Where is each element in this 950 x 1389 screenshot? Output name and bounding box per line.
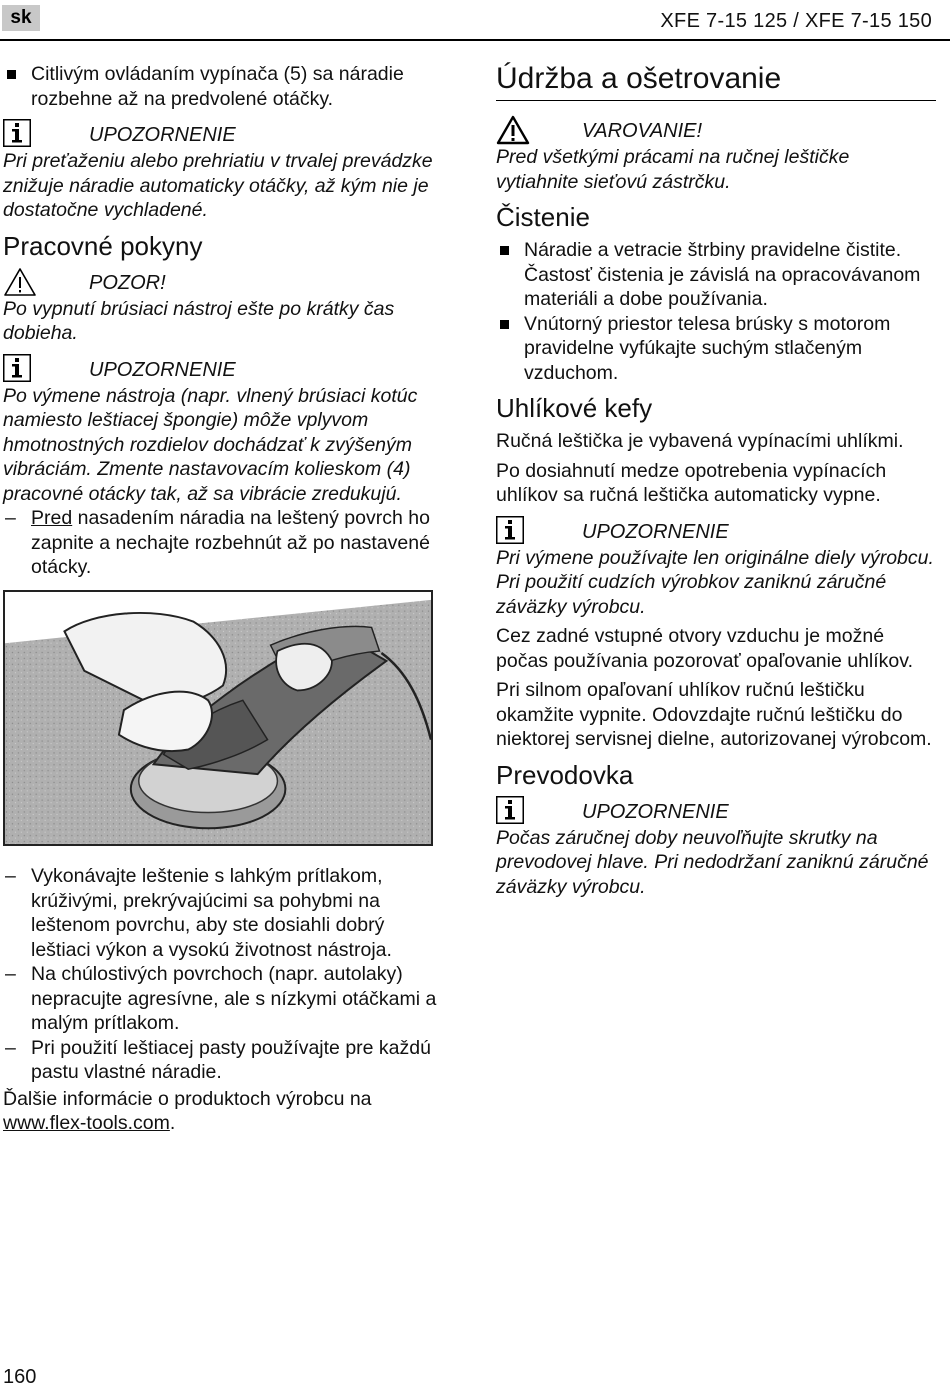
more-info-label: Ďalšie informácie o produktoch výrobcu na (3, 1087, 372, 1110)
info-icon (3, 354, 31, 382)
notice-heading (3, 119, 448, 149)
left-column (3, 62, 448, 1136)
list-item: Vnútorný priestor telesa brúsky s motorom pravidelne vyfúkajte suchým stlačeným vzduchom. (496, 312, 936, 386)
warning-heading (496, 115, 936, 145)
bullet-list (3, 62, 448, 111)
list-item: – Pri použití leštiacej pasty používajte pre každú pastu vlastné náradie. (3, 1036, 448, 1085)
notice-label: UPOZORNENIE (582, 800, 729, 823)
caution-text: Po vypnutí brúsiaci nástroj ešte po krátky čas dobieha. (3, 297, 395, 344)
info-icon (496, 516, 524, 544)
notice-label: UPOZORNENIE (89, 124, 236, 146)
notice-text: Počas záručnej doby neuvoľňujte skrutky na prevodovej hlave. Pri nedodržaní zaniknú záručné záväzky výrobcu. (496, 826, 929, 898)
paragraph: Pri silnom opaľovaní uhlíkov ručnú leštičku okamžite vypnite. Odovzdajte ručnú leštičku do niektorej servisnej dielne, autorizovanej výrobcom. (496, 679, 932, 750)
warning-text: Pred všetkými prácami na ručnej leštičke vytiahnite sieťovú zástrčku. (496, 146, 850, 193)
notice-text: Po výmene nástroja (napr. vlnený brúsiaci kotúc namiesto leštiacej špongie) môže vplyvom hmotnostných rozdielov dochádzať k zvýšeným vibráciám. Zmente nastavovacím kolieskom (4) pracovné otácky tak, až sa vibrácie zredukujú. (3, 384, 418, 505)
cleaning-heading: Čistenie (496, 202, 590, 232)
notice-label: UPOZORNENIE (582, 520, 729, 543)
page-number: 160 (3, 1366, 37, 1388)
website-link[interactable]: www.flex-tools.com (3, 1112, 170, 1134)
more-info-text (3, 1087, 448, 1136)
paragraph: Po dosiahnutí medze opotrebenia vypínacích uhlíkov sa ručná leštička automaticky vypne. (496, 459, 887, 506)
paragraph: Ručná leštička je vybavená vypínacími uhlíkmi. (496, 430, 904, 452)
notice-label: UPOZORNENIE (89, 358, 236, 381)
polisher-illustration (3, 590, 433, 846)
carbon-brushes-heading: Uhlíkové kefy (496, 393, 653, 423)
list-item: – Na chúlostivých povrchoch (napr. autolaky) nepracujte agresívne, ale s nízkymi otáčkami a malým prítlakom. (3, 962, 448, 1036)
list-item: – Vykonávajte leštenie s lahkým prítlakom, krúživými, prekrývajúcimi sa pohybmi na leštenom povrchu, aby ste dosiahli dobrý leštiaci výkon a vysokú životnost nástroja. (3, 864, 448, 962)
info-icon (496, 796, 524, 824)
list-item (3, 506, 448, 580)
info-icon (3, 119, 31, 147)
list-item: Náradie a vetracie štrbiny pravidelne čistite. Častosť čistenia je závislá na opracovávanom materiáli a dobe používania. (496, 238, 936, 312)
list-item-text: nasadením náradia na leštený povrch ho zapnite a nechajte rozbehnút až po nastavené otácky. (31, 507, 430, 578)
notice-heading (496, 796, 936, 826)
warning-label: VAROVANIE! (582, 120, 703, 142)
link-period: . (169, 1112, 176, 1134)
caution-heading (3, 267, 448, 297)
right-column (496, 62, 936, 904)
notice-text: Pri preťaženiu alebo prehriatiu v trvalej prevádzke znižuje náradie automaticky otáčky, až kým nie je dostatočne vychladené. (3, 150, 433, 221)
maintenance-title: Údržba a ošetrovanie (496, 62, 936, 101)
notice-heading (3, 354, 448, 384)
warning-triangle-icon (496, 115, 530, 145)
caution-label: POZOR! (89, 271, 166, 294)
notice-text: Pri výmene používajte len originálne diely výrobcu. Pri použití cudzích výrobkov zaniknú záručné záväzky výrobcu. (496, 546, 934, 618)
section-heading-work: Pracovné pokyny (3, 230, 203, 261)
gearbox-heading: Prevodovka (496, 759, 634, 790)
caution-triangle-icon (3, 267, 37, 297)
dash-list (3, 864, 448, 1085)
dash-list (3, 506, 448, 580)
list-item: Citlivým ovládaním vypínača (5) sa náradie rozbehne až na predvolené otáčky. (3, 62, 448, 111)
notice-heading (496, 516, 936, 546)
paragraph: Cez zadné vstupné otvory vzduchu je možné počas používania pozorovať opaľovanie uhlíkov. (496, 625, 913, 672)
underlined-word: Pred (31, 507, 73, 529)
header-rule (0, 39, 950, 41)
cleaning-list (496, 238, 936, 385)
model-title: XFE 7-15 125 / XFE 7-15 150 (660, 10, 932, 32)
language-tag: sk (2, 5, 40, 31)
